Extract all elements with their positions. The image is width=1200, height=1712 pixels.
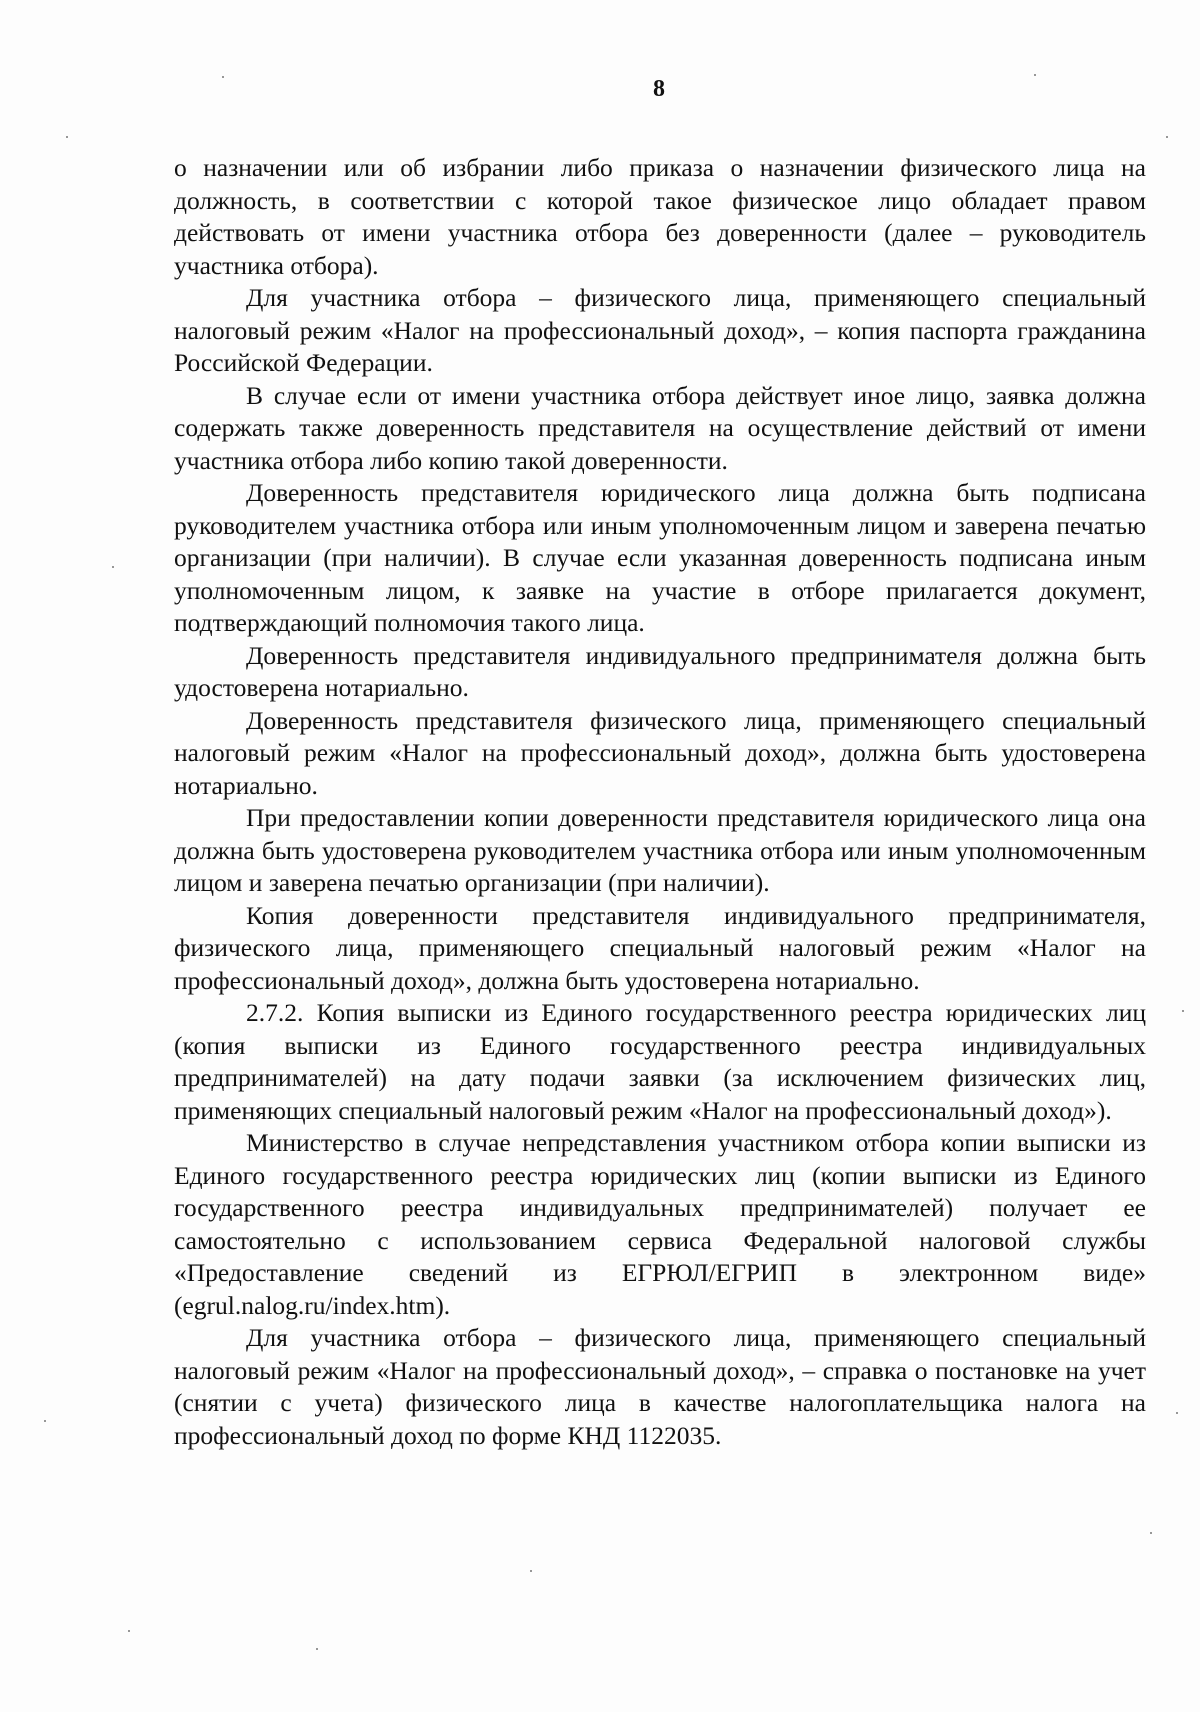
scan-speck [1166,136,1168,138]
scan-speck [44,1420,46,1422]
paragraph: Для участника отбора – физического лица, применяющего специальный налоговый режим «Налог на профессиональный доход», – копия паспорта гражданина Российской Федерации. [174,283,1146,377]
paragraph: о назначении или об избрании либо приказа о назначении физического лица на должность, в соответствии с которой такое физическое лицо обладает правом действовать от имени участника отбора без доверенности (далее – руководитель участника отбора). [174,153,1146,280]
scan-speck [112,566,114,568]
paragraph: Министерство в случае непредставления участником отбора копии выписки из Единого государственного реестра юридических лиц (копии выписки из Единого государственного реестра индивидуальных предпринимателей) получает ее самостоятельно с использованием сервиса Федеральной налоговой службы «Предоставление сведений из ЕГРЮЛ/ЕГРИП в электронном виде» (egrul.nalog.ru/index.htm). [174,1128,1146,1320]
scan-speck [66,136,68,138]
page-number: 8 [653,76,665,102]
paragraph: При предоставлении копии доверенности представителя юридического лица она должна быть удостоверена руководителем участника отбора или иным уполномоченным лицом и заверена печатью организации (при наличии). [174,803,1146,897]
document-body [174,152,1146,1452]
scan-speck [128,1630,130,1632]
scan-speck [1182,1010,1184,1012]
paragraph: Копия доверенности представителя индивидуального предпринимателя, физического лица, применяющего специальный налоговый режим «Налог на профессиональный доход», должна быть удостоверена нотариально. [174,900,1146,995]
scan-speck [530,1570,532,1572]
paragraph: Для участника отбора – физического лица, применяющего специальный налоговый режим «Налог на профессиональный доход», – справка о постановке на учет (снятии с учета) физического лица в качестве налогоплательщика налога на профессиональный доход по форме КНД 1122035. [174,1323,1146,1450]
paragraph: Доверенность представителя индивидуального предпринимателя должна быть удостоверена нотариально. [174,640,1146,702]
paragraph: 2.7.2. Копия выписки из Единого государственного реестра юридических лиц (копия выписки из Единого государственного реестра индивидуальных предпринимателей) на дату подачи заявки (за исключением физических лиц, применяющих специальный налоговый режим «Налог на профессиональный доход»). [174,998,1146,1125]
scan-speck [1150,1532,1152,1534]
scan-speck [316,1648,318,1650]
paragraph: Доверенность представителя юридического лица должна быть подписана руководителем участника отбора или иным уполномоченным лицом и заверена печатью организации (при наличии). В случае если указанная доверенность подписана иным уполномоченным лицом, к заявке на участие в отборе прилагается документ, подтверждающий полномочия такого лица. [174,478,1146,637]
scan-speck [1176,1412,1178,1414]
scan-speck [1034,74,1036,76]
paragraph: Доверенность представителя физического лица, применяющего специальный налоговый режим «Налог на профессиональный доход», должна быть удостоверена нотариально. [174,705,1146,800]
scan-speck [222,76,224,78]
paragraph: В случае если от имени участника отбора действует иное лицо, заявка должна содержать также доверенность представителя на осуществление действий от имени участника отбора либо копию такой доверенности. [174,380,1146,475]
